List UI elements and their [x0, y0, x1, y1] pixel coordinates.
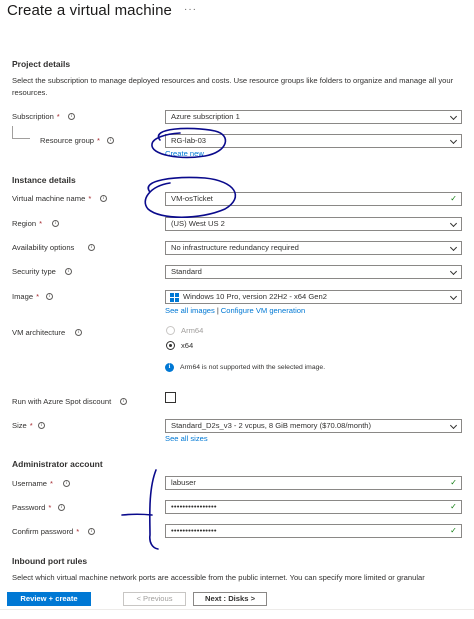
check-icon: ✓ [450, 478, 457, 487]
region-label [12, 218, 42, 230]
confirm-password-value: •••••••••••••••• [171, 526, 217, 535]
architecture-note: Arm64 is not supported with the selected image. [180, 364, 326, 371]
check-icon: ✓ [450, 502, 457, 511]
vm-name-label-text: Virtual machine name [12, 194, 86, 203]
required-mark: * [29, 421, 33, 430]
see-all-sizes-link[interactable]: See all sizes [165, 434, 208, 443]
region-select[interactable] [165, 217, 462, 231]
availability-value: No infrastructure redundancy required [171, 243, 299, 252]
info-icon[interactable]: i [68, 113, 75, 120]
info-icon[interactable]: i [52, 220, 59, 227]
info-icon[interactable]: i [107, 137, 114, 144]
x64-radio-label: x64 [181, 341, 194, 350]
security-type-label-text: Security type [12, 267, 56, 276]
image-select[interactable] [165, 290, 462, 304]
section-instance-details: Instance details [12, 175, 76, 185]
image-label-text: Image [12, 292, 34, 301]
info-icon[interactable]: i [88, 528, 95, 535]
vm-name-label [12, 193, 91, 205]
password-label [12, 502, 51, 514]
subscription-label [12, 111, 60, 123]
size-value: Standard_D2s_v3 - 2 vcpus, 8 GiB memory ($70.08/month) [171, 421, 372, 430]
info-icon[interactable]: i [88, 244, 95, 251]
required-mark: * [97, 136, 101, 145]
resource-group-value: RG-lab-03 [171, 136, 207, 145]
required-mark: * [36, 292, 40, 301]
username-input[interactable] [165, 476, 462, 490]
password-value: •••••••••••••••• [171, 502, 217, 511]
resource-group-label-text: Resource group [40, 136, 95, 145]
section-administrator-account: Administrator account [12, 459, 103, 469]
resource-group-select[interactable] [165, 134, 462, 148]
required-mark: * [39, 219, 43, 228]
info-icon[interactable]: i [38, 422, 45, 429]
security-type-value: Standard [171, 267, 202, 276]
vm-name-input[interactable] [165, 192, 462, 206]
footer-divider [0, 609, 474, 610]
size-label-text: Size [12, 421, 27, 430]
username-value: labuser [171, 478, 196, 487]
resource-group-label [40, 135, 100, 147]
check-icon: ✓ [450, 194, 457, 203]
required-mark: * [48, 503, 52, 512]
x64-radio[interactable] [166, 341, 175, 350]
info-icon[interactable]: i [46, 293, 53, 300]
spot-checkbox[interactable] [165, 392, 176, 403]
section-inbound-port-rules: Inbound port rules [12, 556, 88, 566]
security-type-label [12, 266, 56, 278]
availability-label [12, 242, 74, 254]
subscription-select[interactable] [165, 110, 462, 124]
region-label-text: Region [12, 219, 37, 228]
ink-arrow-admin [122, 514, 152, 515]
configure-vm-generation-link[interactable]: Configure VM generation [220, 306, 306, 315]
password-label-text: Password [12, 503, 46, 512]
check-icon: ✓ [450, 526, 457, 535]
section-project-details: Project details [12, 59, 71, 69]
project-details-description: Select the subscription to manage deployed resources and costs. Use resource groups like folders to organize and manage all your resources. [12, 76, 454, 97]
confirm-password-label [12, 526, 79, 538]
link-separator: | [216, 306, 219, 315]
subscription-label-text: Subscription [12, 112, 54, 121]
arm64-radio[interactable] [166, 326, 175, 335]
arm64-radio-label: Arm64 [181, 326, 204, 335]
create-new-link[interactable]: Create new [165, 149, 204, 158]
info-icon[interactable]: i [75, 329, 82, 336]
page-title: Create a virtual machine [7, 2, 172, 19]
more-options-icon[interactable]: ··· [184, 4, 197, 15]
size-label [12, 420, 33, 432]
info-icon[interactable]: i [100, 195, 107, 202]
spot-label-text: Run with Azure Spot discount [12, 397, 112, 406]
vm-architecture-label [12, 327, 65, 339]
windows-logo-icon [170, 293, 180, 303]
tree-connector [12, 126, 30, 139]
username-label [12, 478, 53, 490]
spot-label [12, 396, 111, 408]
username-label-text: Username [12, 479, 48, 488]
info-filled-icon: i [165, 363, 174, 372]
next-disks-button[interactable]: Next : Disks > [193, 592, 267, 606]
previous-button[interactable]: < Previous [123, 592, 186, 606]
ink-bracket-admin [150, 470, 158, 549]
availability-select[interactable] [165, 241, 462, 255]
info-icon[interactable]: i [120, 398, 127, 405]
required-mark: * [56, 112, 60, 121]
info-icon[interactable]: i [58, 504, 65, 511]
info-icon[interactable]: i [65, 268, 72, 275]
info-icon[interactable]: i [63, 480, 70, 487]
region-value: (US) West US 2 [171, 219, 225, 228]
vm-name-value: VM-osTicket [171, 194, 213, 203]
confirm-password-input[interactable] [165, 524, 462, 538]
size-select[interactable] [165, 419, 462, 433]
image-label [12, 291, 39, 303]
vm-architecture-label-text: VM architecture [12, 328, 66, 337]
required-mark: * [50, 479, 53, 488]
required-mark: * [88, 194, 92, 203]
availability-label-text: Availability options [12, 243, 75, 252]
image-value: Windows 10 Pro, version 22H2 - x64 Gen2 [183, 292, 327, 301]
image-links [165, 306, 305, 315]
password-input[interactable] [165, 500, 462, 514]
subscription-value: Azure subscription 1 [171, 112, 240, 121]
see-all-images-link[interactable]: See all images [165, 306, 215, 315]
review-create-button[interactable]: Review + create [7, 592, 91, 606]
security-type-select[interactable] [165, 265, 462, 279]
inbound-port-rules-description: Select which virtual machine network ports are accessible from the public internet. You can specify more limited or granular [12, 573, 425, 582]
required-mark: * [76, 527, 80, 536]
confirm-password-label-text: Confirm password [12, 527, 74, 536]
